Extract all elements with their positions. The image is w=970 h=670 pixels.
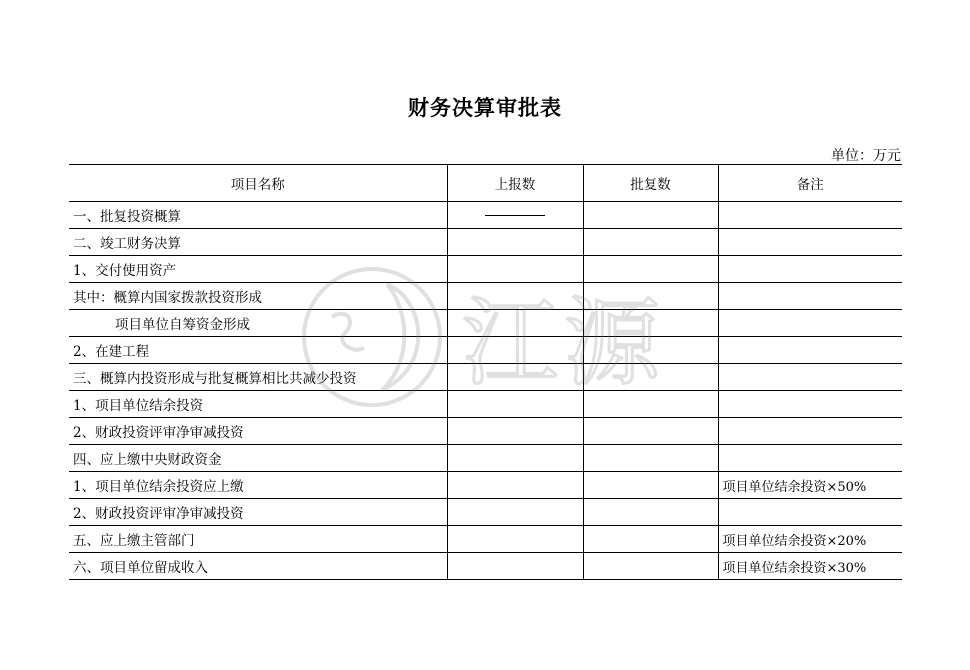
cell-reported [447, 337, 583, 364]
cell-approved [583, 472, 718, 499]
cell-reported [447, 499, 583, 526]
cell-note [718, 445, 902, 472]
cell-approved [583, 337, 718, 364]
page-title: 财务决算审批表 [408, 95, 562, 120]
cell-name: 二、竣工财务决算 [69, 229, 447, 256]
cell-approved [583, 526, 718, 553]
cell-reported [447, 445, 583, 472]
cell-reported [447, 526, 583, 553]
cell-reported [447, 229, 583, 256]
cell-name: 2、在建工程 [69, 337, 447, 364]
table-row [69, 283, 902, 310]
table-row [69, 364, 902, 391]
table-row [69, 202, 902, 229]
cell-name: 2、财政投资评审净审减投资 [69, 418, 447, 445]
table-row [69, 445, 902, 472]
cell-note: 项目单位结余投资×50% [718, 472, 902, 499]
cell-note [718, 256, 902, 283]
cell-reported [447, 418, 583, 445]
cell-note [718, 499, 902, 526]
cell-name: 1、项目单位结余投资 [69, 391, 447, 418]
header-item-name: 项目名称 [69, 165, 447, 202]
approval-table [69, 164, 902, 580]
cell-approved [583, 229, 718, 256]
cell-note [718, 283, 902, 310]
cell-name: 其中：概算内国家拨款投资形成 [69, 283, 447, 310]
cell-name: 六、项目单位留成收入 [69, 553, 447, 580]
cell-name: 2、财政投资评审净审减投资 [69, 499, 447, 526]
cell-name: 五、应上缴主管部门 [69, 526, 447, 553]
header-reported: 上报数 [447, 165, 583, 202]
table-row [69, 526, 902, 553]
header-note: 备注 [718, 165, 902, 202]
cell-reported [447, 472, 583, 499]
cell-reported [447, 310, 583, 337]
cell-name: 1、交付使用资产 [69, 256, 447, 283]
cell-name: 1、项目单位结余投资应上缴 [69, 472, 447, 499]
cell-approved [583, 283, 718, 310]
table-row [69, 337, 902, 364]
table-row [69, 391, 902, 418]
cell-reported [447, 202, 583, 229]
cell-name: 四、应上缴中央财政资金 [69, 445, 447, 472]
cell-reported [447, 553, 583, 580]
table-row [69, 418, 902, 445]
cell-reported [447, 391, 583, 418]
cell-approved [583, 553, 718, 580]
table-row [69, 229, 902, 256]
cell-reported [447, 283, 583, 310]
cell-approved [583, 364, 718, 391]
cell-approved [583, 310, 718, 337]
cell-approved [583, 391, 718, 418]
table-row [69, 553, 902, 580]
cell-note [718, 202, 902, 229]
cell-note: 项目单位结余投资×20% [718, 526, 902, 553]
table-row [69, 499, 902, 526]
table-row [69, 310, 902, 337]
cell-note [718, 337, 902, 364]
cell-note [718, 229, 902, 256]
cell-approved [583, 418, 718, 445]
table-row [69, 256, 902, 283]
cell-name: 三、概算内投资形成与批复概算相比共减少投资 [69, 364, 447, 391]
cell-approved [583, 445, 718, 472]
cell-reported [447, 364, 583, 391]
cell-name: 项目单位自筹资金形成 [69, 310, 447, 337]
unit-label: 单位：万元 [831, 148, 901, 164]
cell-note [718, 310, 902, 337]
cell-note [718, 418, 902, 445]
cell-approved [583, 202, 718, 229]
cell-approved [583, 256, 718, 283]
cell-name: 一、批复投资概算 [69, 202, 447, 229]
dash-mark [485, 215, 545, 216]
cell-note: 项目单位结余投资×30% [718, 553, 902, 580]
watermark-text: 江源 [462, 287, 666, 399]
cell-approved [583, 499, 718, 526]
cell-note [718, 364, 902, 391]
cell-reported [447, 256, 583, 283]
cell-note [718, 391, 902, 418]
header-approved: 批复数 [583, 165, 718, 202]
table-header-row [69, 165, 902, 202]
table-row [69, 472, 902, 499]
